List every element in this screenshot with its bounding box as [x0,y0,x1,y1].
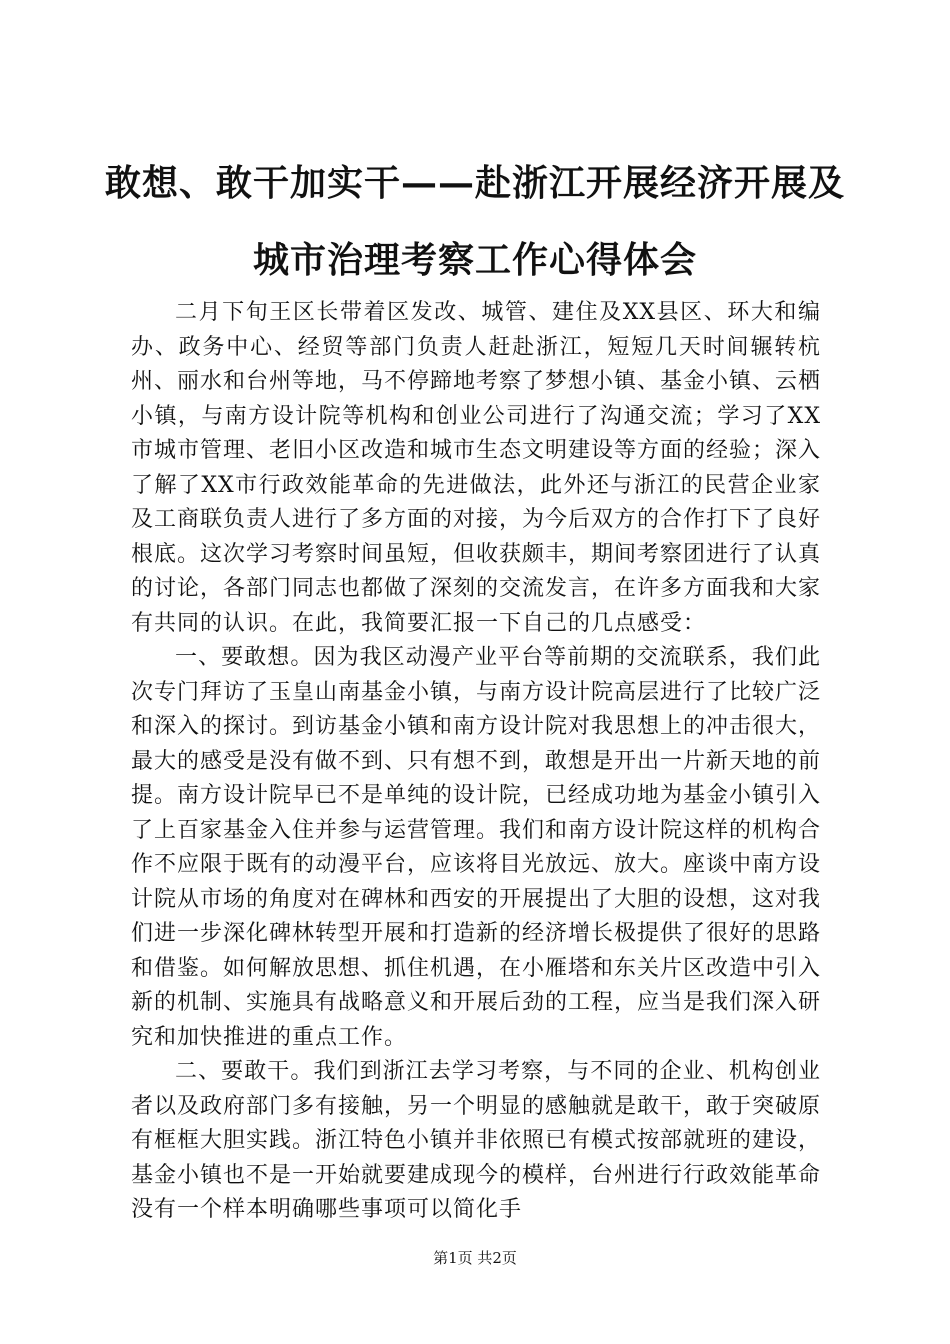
paragraph-dare-to-think: 一、要敢想。因为我区动漫产业平台等前期的交流联系，我们此次专门拜访了玉皇山南基金小镇，与南方设计院高层进行了比较广泛和深入的探讨。到访基金小镇和南方设计院对我思想上的冲击很大，最大的感受是没有做不到、只有想不到，敢想是开出一片新天地的前提。南方设计院早已不是单纯的设计院，已经成功地为基金小镇引入了上百家基金入住并参与运营管理。我们和南方设计院这样的机构合作不应限于既有的动漫平台，应该将目光放远、放大。座谈中南方设计院从市场的角度对在碑林和西安的开展提出了大胆的设想，这对我们进一步深化碑林转型开展和打造新的经济增长极提供了很好的思路和借鉴。如何解放思想、抓住机遇，在小雁塔和东关片区改造中引入新的机制、实施具有战略意义和开展后劲的工程，应当是我们深入研究和加快推进的重点工作。 [131,645,822,1050]
document-body [131,296,821,1228]
document-title-line-2: 城市治理考察工作心得体会 [252,239,697,281]
page-footer: 第1页 共2页 [433,1249,517,1267]
document-title-line-1: 敢想、敢干加实干——赴浙江开展经济开展及 [104,162,845,204]
paragraph-dare-to-act: 二、要敢干。我们到浙江去学习考察，与不同的企业、机构创业者以及政府部门多有接触，另一个明显的感触就是敢干，敢于突破原有框框大胆实践。浙江特色小镇并非依照已有模式按部就班的建设，基金小镇也不是一开始就要建成现今的模样，台州进行行政效能革命没有一个样本明确哪些事项可以简化手 [131,1059,822,1222]
paragraph-intro: 二月下旬王区长带着区发改、城管、建住及XX县区、环大和编办、政务中心、经贸等部门负责人赶赴浙江，短短几天时间辗转杭州、丽水和台州等地，马不停蹄地考察了梦想小镇、基金小镇、云栖小镇，与南方设计院等机构和创业公司进行了沟通交流；学习了XX市城市管理、老旧小区改造和城市生态文明建设等方面的经验；深入了解了XX市行政效能革命的先进做法，此外还与浙江的民营企业家及工商联负责人进行了多方面的对接，为今后双方的合作打下了良好根底。这次学习考察时间虽短，但收获颇丰，期间考察团进行了认真的讨论，各部门同志也都做了深刻的交流发言，在许多方面我和大家有共同的认识。在此，我简要汇报一下自己的几点感受： [131,300,822,636]
